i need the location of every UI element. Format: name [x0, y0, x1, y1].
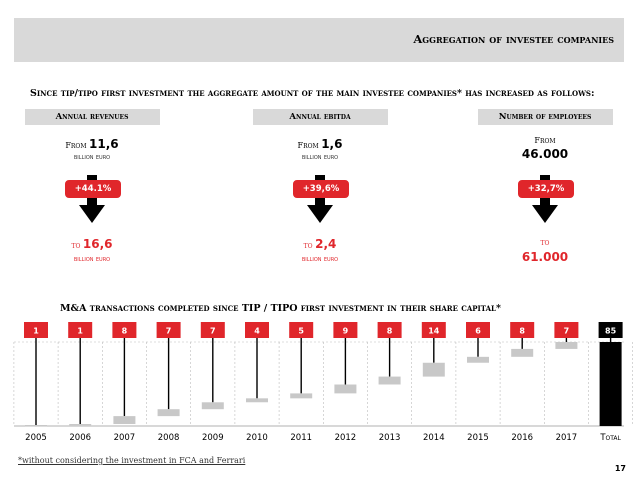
bar-2014 [423, 363, 445, 377]
down-arrow-head [532, 205, 558, 223]
category-label: 2006 [69, 433, 92, 443]
category-label: 2015 [467, 433, 489, 443]
value-label: 1 [33, 326, 39, 336]
kpi-growth-badge: +32,7% [518, 180, 574, 198]
category-label: 2009 [201, 433, 224, 443]
category-label: 2012 [334, 433, 357, 443]
footnote-text: *without considering the investment in FCA and Ferrari [18, 456, 246, 465]
kpi-header: Annual ebitda [253, 109, 388, 125]
value-label: 7 [165, 326, 172, 336]
value-label: 1 [77, 326, 83, 336]
kpi-header: Annual revenues [25, 109, 160, 125]
down-arrow-head [79, 205, 105, 223]
value-label: 14 [428, 326, 440, 336]
category-label: 2016 [511, 433, 534, 443]
ma-chart-title: M&A transactions completed since TIP / TIPO first investment in their share capital* [60, 303, 501, 314]
category-label: 2011 [290, 433, 313, 443]
kpi-from-label: From [65, 141, 90, 150]
value-label: 6 [475, 326, 481, 336]
kpi-from-row [260, 137, 380, 151]
bar-2011 [290, 393, 312, 398]
page-number: 17 [614, 464, 626, 473]
kpi-from-row [32, 137, 152, 151]
bar-2015 [467, 357, 489, 363]
kpi-from-unit: billion euro [301, 152, 339, 161]
value-label: 9 [342, 326, 349, 336]
kpi-growth-badge: +44.1% [65, 180, 121, 198]
kpi-to-label: to [540, 238, 550, 247]
kpi-from-value: 11,6 [89, 137, 119, 151]
slide-title: Aggregation of investee companies [413, 32, 614, 46]
kpi-from-value: 1,6 [321, 137, 343, 151]
value-label: 8 [121, 326, 128, 336]
category-label: 2017 [555, 433, 578, 443]
kpi-to-value: 16,6 [82, 237, 113, 251]
category-label: 2013 [378, 433, 401, 443]
footnote [18, 456, 245, 465]
kpi-to-label: to [71, 241, 81, 250]
intro-text: Since tip/tipo first investment the aggregate amount of the main investee companies* has increased as follows: [30, 88, 595, 99]
down-arrow-head [307, 205, 333, 223]
value-label: 7 [563, 326, 570, 336]
bar-2017 [555, 342, 577, 349]
category-label: 2014 [422, 433, 445, 443]
kpi-from-unit: billion euro [73, 152, 111, 161]
value-label: 5 [298, 326, 304, 336]
kpi-to-value: 61.000 [521, 250, 569, 264]
category-label: 2007 [113, 433, 136, 443]
category-label: Total [600, 433, 621, 443]
bar-2016 [511, 349, 533, 357]
kpi-growth-badge: +39,6% [293, 180, 349, 198]
kpi-from-value: 46.000 [521, 147, 569, 161]
kpi-to-unit: billion euro [301, 254, 339, 263]
kpi-header: Number of employees [478, 109, 613, 125]
bar-2009 [202, 402, 224, 409]
bar-2008 [158, 409, 180, 416]
value-label: 8 [386, 326, 393, 336]
kpi-to-unit: billion euro [73, 254, 111, 263]
value-label: 85 [605, 326, 617, 336]
bar-total [600, 342, 622, 426]
title-bar [14, 18, 624, 62]
kpi-from-label: From [297, 141, 322, 150]
category-label: 2008 [157, 433, 180, 443]
ma-chart [0, 318, 638, 446]
kpi-to-value: 2,4 [315, 237, 337, 251]
bar-2013 [379, 377, 401, 385]
kpi-to-row [32, 237, 152, 251]
bar-2005 [25, 425, 47, 426]
value-label: 4 [254, 326, 260, 336]
kpi-to-row [260, 237, 380, 251]
category-label: 2005 [25, 433, 47, 443]
bar-2007 [113, 416, 135, 424]
bar-2012 [334, 384, 356, 393]
value-label: 8 [519, 326, 525, 336]
category-label: 2010 [246, 433, 268, 443]
kpi-to-label: to [303, 241, 313, 250]
bar-2010 [246, 398, 268, 402]
value-label: 7 [210, 326, 216, 336]
bar-2006 [69, 424, 91, 425]
kpi-from-label: From [534, 136, 556, 145]
